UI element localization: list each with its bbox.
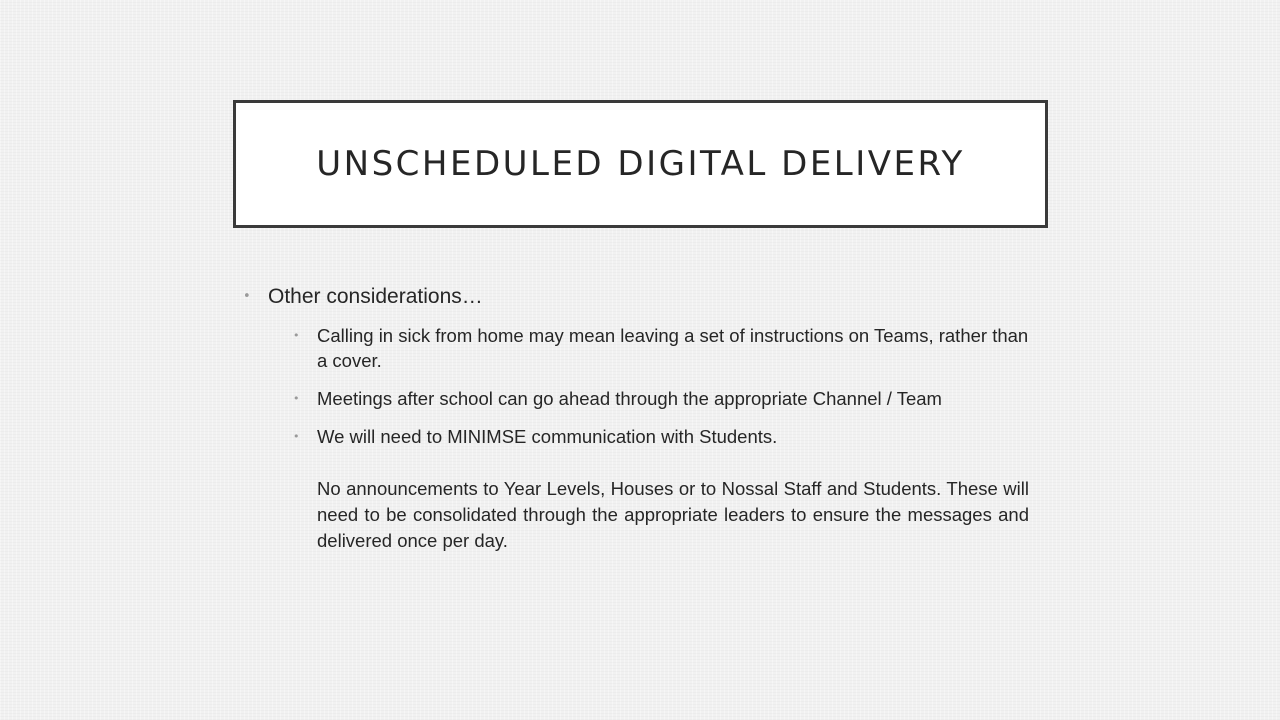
main-bullet-item xyxy=(243,283,1033,554)
sub-bullet-list xyxy=(268,323,1033,554)
sub-bullet-item xyxy=(268,386,1033,411)
sub-bullet-text: Calling in sick from home may mean leaving a set of instructions on Teams, rather than a cover. xyxy=(317,325,1029,371)
slide-title: UNSCHEDULED DIGITAL DELIVERY xyxy=(316,144,965,184)
bullet-icon: • xyxy=(293,430,300,443)
title-box xyxy=(233,100,1048,228)
slide-content xyxy=(243,283,1033,567)
sub-bullet-note: No announcements to Year Levels, Houses or to Nossal Staff and Students. These will need to be consolidated through the appropriate leaders to ensure the messages and delivered once per day. xyxy=(317,478,1029,551)
sub-bullet-item xyxy=(268,424,1033,554)
bullet-icon: • xyxy=(293,329,300,342)
main-bullet-text: Other considerations… xyxy=(268,285,483,308)
bullet-icon: • xyxy=(243,289,251,304)
sub-bullet-text: Meetings after school can go ahead through the appropriate Channel / Team xyxy=(317,388,942,409)
bullet-icon: • xyxy=(293,392,300,405)
sub-bullet-item xyxy=(268,323,1033,373)
sub-bullet-text: We will need to MINIMSE communication with Students. xyxy=(317,426,778,447)
